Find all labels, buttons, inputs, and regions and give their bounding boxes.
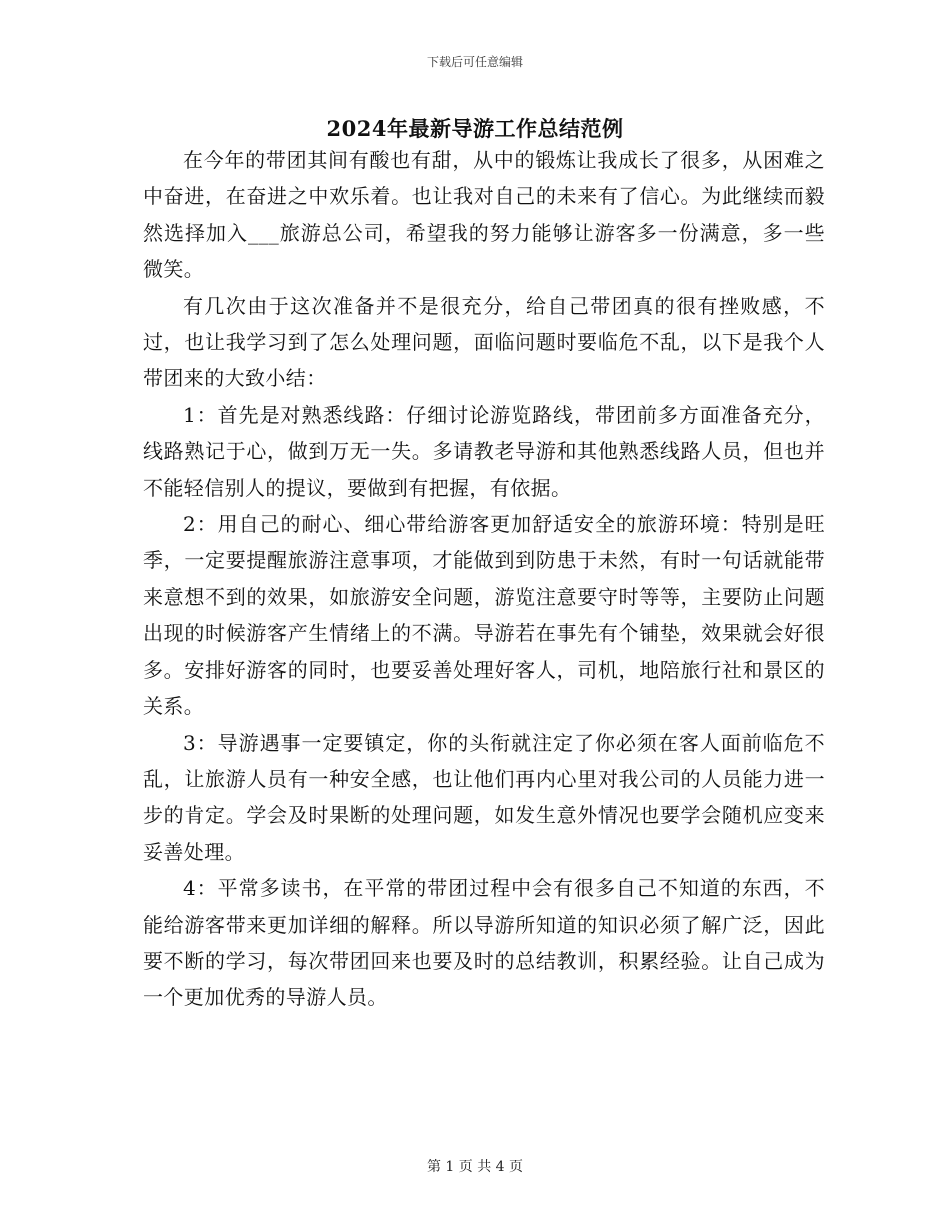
paragraph-point-4: 4：平常多读书，在平常的带团过程中会有很多自己不知道的东西，不能给游客带来更加详细的解释。所以导游所知道的知识必须了解广泛，因此要不断的学习，每次带团回来也要及时的总结教训，积累经验。让自己成为一个更加优秀的导游人员。 xyxy=(143,876,825,1010)
document-title: 2024年最新导游工作总结范例 xyxy=(326,116,624,141)
header-note: 下载后可任意编辑 xyxy=(426,55,523,69)
paragraph-point-2: 2：用自己的耐心、细心带给游客更加舒适安全的旅游环境：特别是旺季，一定要提醒旅游注意事项，才能做到到防患于未然，有时一句话就能带来意想不到的效果，如旅游安全问题，游览注意要守时等等，主要防止问题出现的时候游客产生情绪上的不满。导游若在事先有个铺垫，效果就会好很多。安排好游客的同时，也要妥善处理好客人，司机，地陪旅行社和景区的关系。 xyxy=(143,512,825,719)
page-footer: 第 1 页 共 4 页 xyxy=(426,1159,524,1175)
document-body xyxy=(143,142,825,1016)
paragraph-point-3: 3：导游遇事一定要镇定，你的头衔就注定了你必须在客人面前临危不乱，让旅游人员有一种安全感，也让他们再内心里对我公司的人员能力进一步的肯定。学会及时果断的处理问题，如发生意外情况也要学会随机应变来妥善处理。 xyxy=(143,730,825,864)
paragraph-intro: 在今年的带团其间有酸也有甜，从中的锻炼让我成长了很多，从困难之中奋进，在奋进之中欢乐着。也让我对自己的未来有了信心。为此继续而毅然选择加入___旅游总公司，希望我的努力能够让游客多一份满意，多一些微笑。 xyxy=(143,148,825,282)
paragraph-point-1: 1：首先是对熟悉线路：仔细讨论游览路线，带团前多方面准备充分，线路熟记于心，做到万无一失。多请教老导游和其他熟悉线路人员，但也并不能轻信别人的提议，要做到有把握，有依据。 xyxy=(143,402,825,500)
paragraph-summary-lead: 有几次由于这次准备并不是很充分，给自己带团真的很有挫败感，不过，也让我学习到了怎么处理问题，面临问题时要临危不乱，以下是我个人带团来的大致小结： xyxy=(143,293,825,391)
